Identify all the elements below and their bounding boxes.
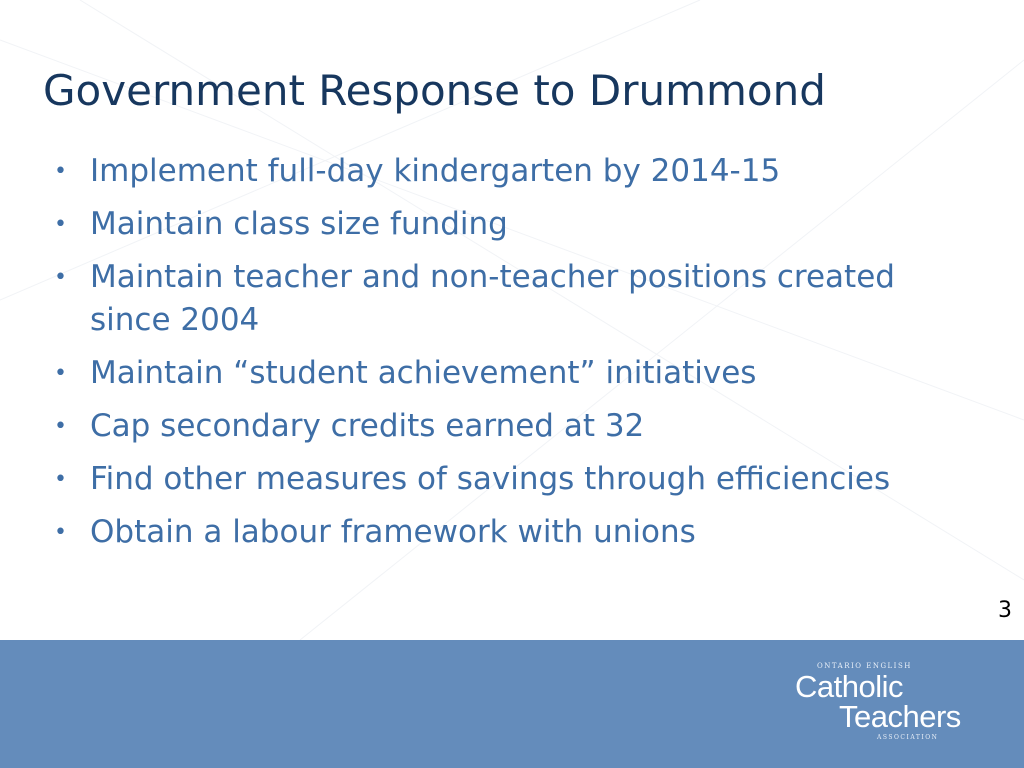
logo-top-text: ONTARIO ENGLISH [817,662,912,670]
bullet-item [50,352,950,395]
slide-title: Government Response to Drummond [43,66,826,115]
bullet-text: Maintain class size funding [90,206,508,242]
bullet-item [50,203,950,246]
bullet-text: Implement full-day kindergarten by 2014-15 [90,153,781,189]
bullet-marker: • [54,414,67,439]
bullet-text: Obtain a labour framework with unions [90,514,696,550]
page-number: 3 [998,598,1012,623]
association-logo [795,662,975,744]
bullet-item [50,256,950,342]
bullet-marker: • [54,520,67,545]
bullet-text: Maintain “student achievement” initiatives [90,355,757,391]
bullet-item [50,511,950,554]
bullet-marker: • [54,467,67,492]
bullet-text: Maintain teacher and non-teacher positions created since 2004 [90,259,895,338]
bullet-marker: • [54,159,67,184]
logo-line-catholic: Catholic [795,669,903,704]
bullet-marker: • [54,212,67,237]
bullet-marker: • [54,361,67,386]
bullet-marker: • [54,265,67,290]
logo-bottom-text: ASSOCIATION [877,734,939,741]
bullet-item [50,458,950,501]
bullet-list [50,150,950,564]
bullet-text: Find other measures of savings through efficiencies [90,461,891,497]
bullet-item [50,405,950,448]
logo-line-teachers: Teachers [839,699,961,734]
bullet-item [50,150,950,193]
bullet-text: Cap secondary credits earned at 32 [90,408,645,444]
